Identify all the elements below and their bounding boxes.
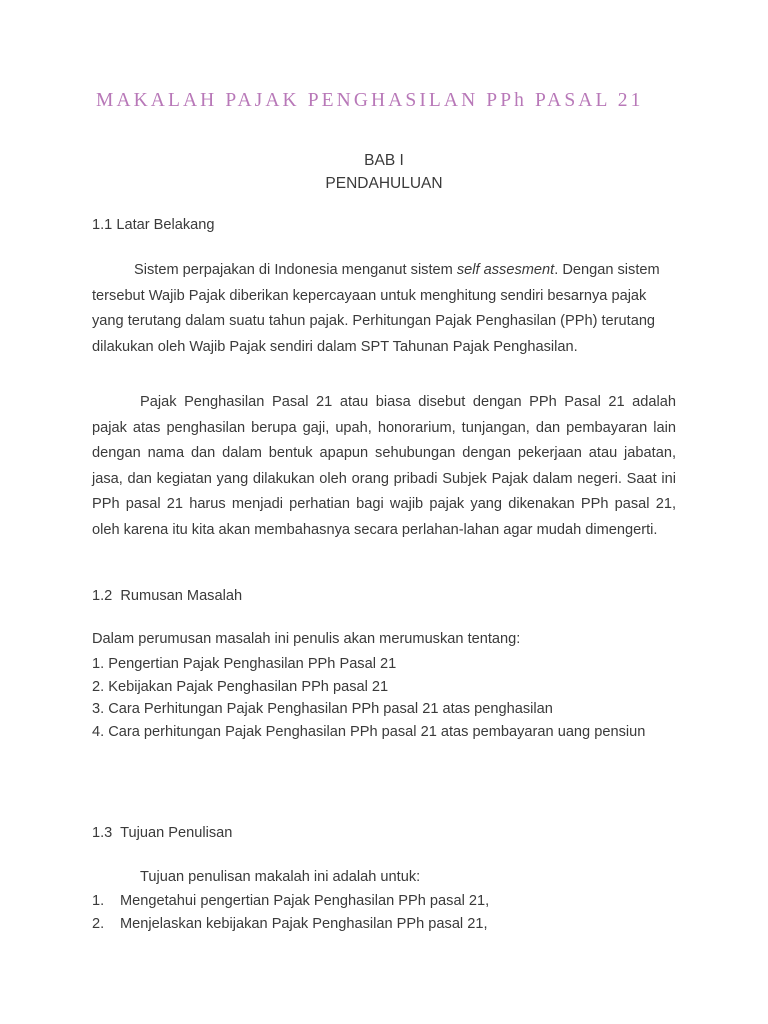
italic-term-self-assesment: self assesment [456,262,555,278]
list-item-label: Mengetahui pengertian Pajak Penghasilan PPh pasal 21, [120,893,490,910]
list-item-number: 1. [92,893,105,910]
paragraph-text-before-italic: Sistem perpajakan di Indonesia menganut sistem [134,262,457,278]
chapter-heading [92,150,676,196]
tujuan-lead-line [92,866,676,888]
paragraph-latar-belakang [92,258,676,360]
section-heading-1-1: 1.1 Latar Belakang [92,217,215,233]
chapter-number-line: BAB I [364,152,404,169]
list-item-number: 2. [92,915,105,932]
list-item-label: Pengertian Pajak Penghasilan PPh Pasal 21 [108,656,397,673]
chapter-name-line: PENDAHULUAN [325,174,443,192]
list-item-number: 4. [92,723,109,740]
section-heading-1-3: 1.3 Tujuan Penulisan [92,825,233,841]
list-item-number: 2. [92,678,109,695]
list-item-number: 1. [92,656,109,673]
list-item [92,676,676,698]
rumusan-masalah-list [92,653,676,743]
rumusan-masalah-block [92,628,676,743]
rumusan-lead-text: Dalam perumusan masalah ini penulis akan merumuskan tentang: [92,631,521,647]
tujuan-penulisan-list [92,890,676,935]
list-item [92,653,676,675]
paragraph-text-after-italic: . Dengan sistem tersebut Wajib Pajak diberikan kepercayaan untuk menghitung sendiri besarnya pajak yang terutang dalam suatu tahun pajak. Perhitungan Pajak Penghasilan (PPh) terutang dilakukan oleh Wajib Pajak sendiri dalam SPT Tahunan Pajak Penghasilan. [92,262,660,355]
list-item [92,698,676,720]
list-item-label: Cara Perhitungan Pajak Penghasilan PPh pasal 21 atas penghasilan [108,701,553,718]
list-item-label: Kebijakan Pajak Penghasilan PPh pasal 21 [108,678,389,695]
page-title: MAKALAH PAJAK PENGHASILAN PPh PASAL 21 [96,90,644,111]
list-item [92,913,676,935]
paragraph-pph-pasal-21 [92,390,676,543]
list-item [92,721,676,743]
list-item-label: Cara perhitungan Pajak Penghasilan PPh pasal 21 atas pembayaran uang pensiun [108,723,646,740]
section-heading-1-2: 1.2 Rumusan Masalah [92,588,243,604]
list-item [92,890,676,912]
list-item-label: Menjelaskan kebijakan Pajak Penghasilan PPh pasal 21, [120,915,488,932]
list-item-number: 3. [92,701,109,718]
tujuan-penulisan-block [92,866,676,935]
tujuan-lead-text: Tujuan penulisan makalah ini adalah untuk: [140,869,421,885]
paragraph-text: Pajak Penghasilan Pasal 21 atau biasa disebut dengan PPh Pasal 21 adalah pajak atas penghasilan berupa gaji, upah, honorarium, tunjangan, dan pembayaran lain dengan nama dan dalam bentuk apapun sehubungan dengan pekerjaan atau jabatan, jasa, dan kegiatan yang dilakukan oleh orang pribadi Subjek Pajak dalam negeri. Saat ini PPh pasal 21 harus menjadi perhatian bagi wajib pajak yang dikenakan PPh pasal 21, oleh karena itu kita akan membahasnya secara perlahan-lahan agar mudah dimengerti. [92,394,676,538]
